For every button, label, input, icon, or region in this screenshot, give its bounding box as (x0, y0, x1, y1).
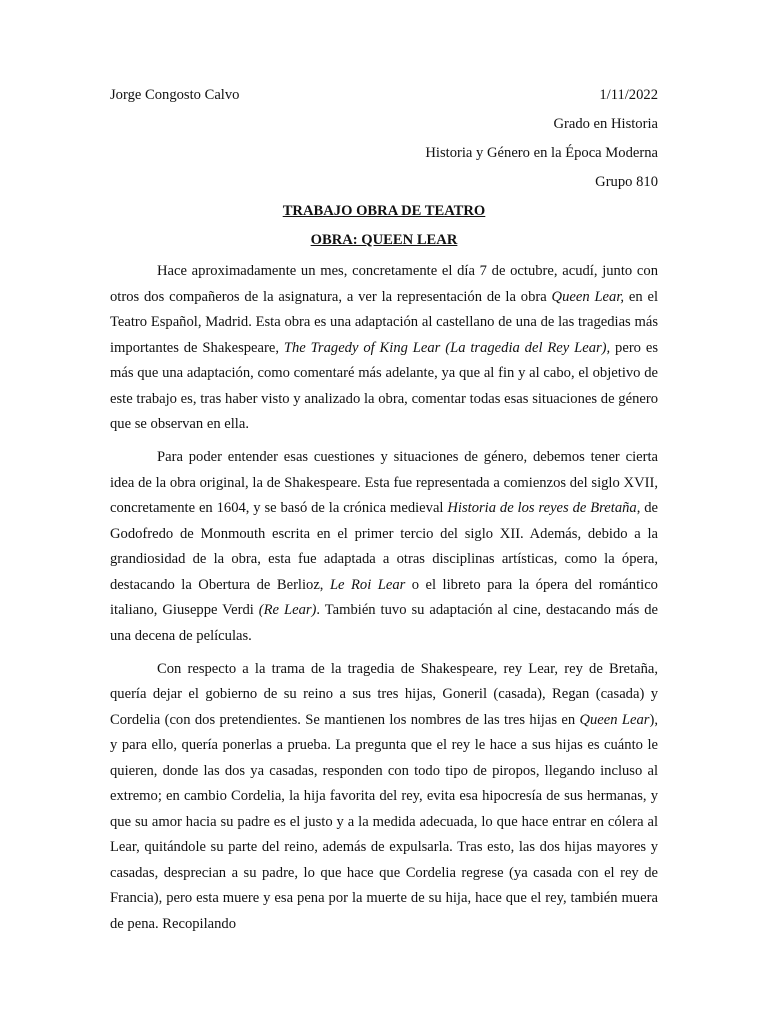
p2-text-e: o el libreto para la ópera del romántico italiano, Giuseppe Verdi (110, 576, 658, 618)
p3-italic-queen-lear: Queen Lear (579, 711, 650, 728)
p2-italic-re-lear: (Re Lear) (258, 602, 317, 618)
degree-name: Grado en Historia (553, 116, 658, 132)
p3-text-a: Con respecto a la trama de la tragedia de Shakespeare, rey Lear, rey de Bretaña, quería dejar el gobierno de su reino a sus tres hijas, Goneril (casada), Regan (casada) y Cordelia (con dos pretendientes. Se mantienen los nombres de las tres hijas en (110, 660, 658, 728)
p2-text-a: Para poder entender esas cuestiones y situaciones de género, debemos tener cierta idea de la obra original, la de Shakespeare. Esta fue representada a comienzos del siglo XVII, concretamente en 1604, y se basó de la crónica medieval (110, 449, 658, 516)
p1-text-e: pero es más que una adaptación, como comentaré más adelante, ya que al fin y al cabo, el objetivo de este trabajo es, tras haber visto y analizado la obra, comentar todas esas situaciones de género que se observan en ella. (110, 339, 659, 432)
p1-italic-queen-lear: Queen Lear, (551, 288, 625, 305)
p3-text-c: ), y para ello, quería ponerlas a prueba. La pregunta que el rey le hace a sus hijas es cuánto le quieren, donde las dos ya casadas, responden con todo tipo de piropos, llegando incluso al extremo; en cambio Cordelia, la hija favorita del rey, evita esa hipocresía de sus hermanas, y que su amor hacia su padre es el justo y a la medida adecuada, lo que hace entrar en cólera al Lear, quitándole su parte del reino, además de expulsarla. Tras esto, las dos hijas mayores y casadas, desprecian a su padre, lo que hace que Cordelia regrese (ya casada con el rey de Francia), pero esta muere y esa pena por la muerte de su hija, hace que el rey, también muera de pena. Recopilando (110, 711, 658, 932)
course-name: Historia y Género en la Época Moderna (425, 145, 658, 161)
p2-text-g: . También tuvo su adaptación al cine, destacando más de una decena de películas. (110, 602, 658, 644)
p2-italic-roi-lear: Le Roi Lear (329, 576, 406, 593)
play-title: OBRA: QUEEN LEAR (310, 232, 458, 248)
document-date: 1/11/2022 (599, 87, 658, 103)
main-title: TRABAJO OBRA DE TEATRO (282, 203, 486, 219)
p1-italic-king-lear: The Tragedy of King Lear (La tragedia del Rey Lear), (283, 339, 611, 356)
p2-text-c: , de Godofredo de Monmouth escrita en el primer tercio del siglo XII. Además, debido a la grandiosidad de la obra, esta fue adaptada a otras disciplinas artísticas, como la ópera, destacando la Obertura de Berlioz, (110, 500, 659, 593)
paragraph-2 (110, 445, 658, 649)
body-text (110, 259, 658, 945)
p2-italic-historia: Historia de los reyes de Bretaña (447, 500, 637, 516)
group-number: Grupo 810 (595, 174, 658, 190)
paragraph-3 (110, 657, 658, 938)
author-name: Jorge Congosto Calvo (110, 87, 240, 103)
paragraph-1 (110, 259, 658, 438)
p1-text-c: en el Teatro Español, Madrid. Esta obra es una adaptación al castellano de una de las tragedias más importantes de Shakespeare, (110, 288, 658, 356)
p1-text-a: Hace aproximadamente un mes, concretamente el día 7 de octubre, acudí, junto con otros dos compañeros de la asignatura, a ver la representación de la obra (110, 263, 658, 305)
